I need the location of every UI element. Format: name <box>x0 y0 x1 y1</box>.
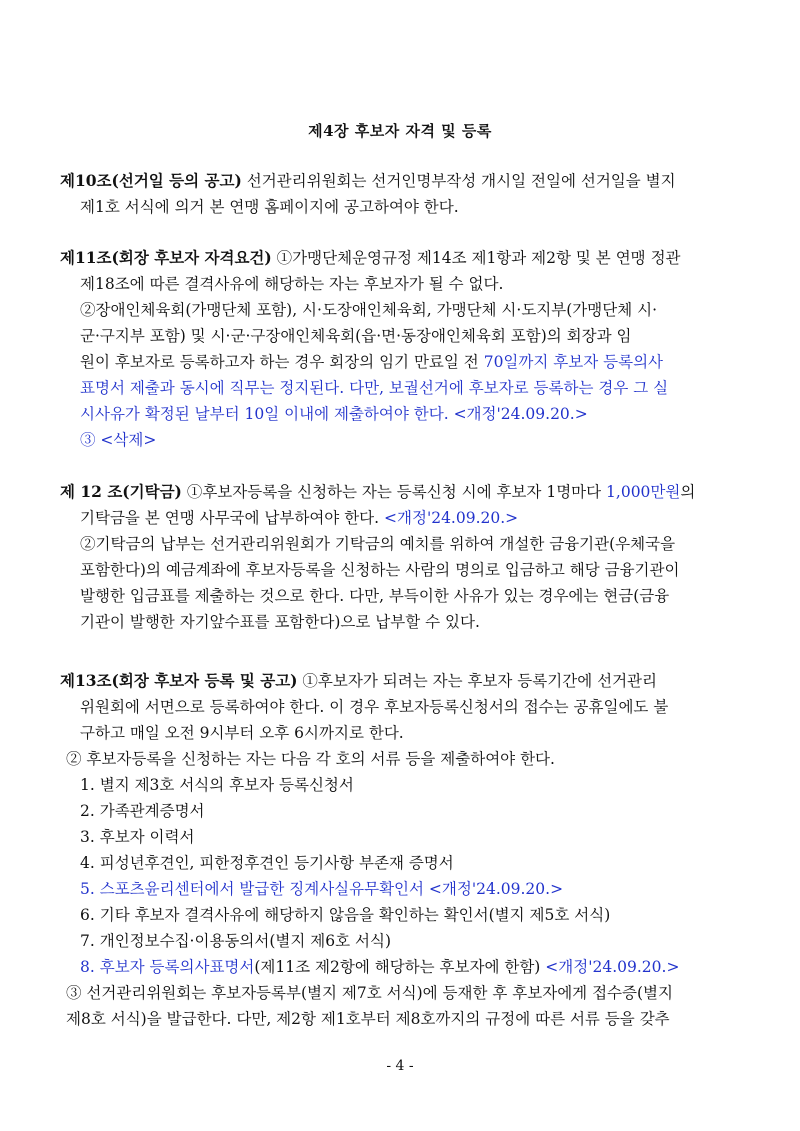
article-10-heading: 제10조(선거일 등의 공고) <box>60 171 242 190</box>
revision-note: <개정'24.09.20.> <box>384 509 519 527</box>
deposit-amount: 1,000만원 <box>606 483 681 501</box>
deleted-clause: ③ <삭제> <box>80 431 157 449</box>
revision-text: 70일까지 후보자 등록의사 <box>483 353 664 371</box>
list-item: 3. 후보자 이력서 <box>80 828 195 846</box>
article-13-heading: 제13조(회장 후보자 등록 및 공고) <box>60 671 298 690</box>
article-12-heading: 제 12 조(기탁금) <box>60 482 182 501</box>
article-11: 제11조(회장 후보자 자격요건) ①가맹단체운영규정 제14조 제1항과 제2항 및 본 연맹 정관 제18조에 따른 결격사유에 해당하는 자는 후보자가 될 수 없다. ②장애인체육회(가맹단체 포함), 시·도장애인체육회, 가맹단체 시·도지부(가맹단체 시· 군·구지부 포함) 및 시·군·구장애인체육회(읍·면·동장애인체육회 포함)의 회장과 임 원이 후보자로 등록하고자 하는 경우 회장의 임기 만료일 전 70일까지 후보자 등록의사 표명서 제출과 동시에 직무는 정지된다. 다만, 보궐선거에 후보자로 등록하는 경우 그 실 시사유가 확정된 날부터 10일 이내에 제출하여야 한다. <개정'24.09.20.> ③ <삭제> <box>60 245 748 453</box>
list-item: 7. 개인정보수집·이용동의서(별지 제6호 서식) <box>80 932 391 950</box>
chapter-title: 제4장 후보자 자격 및 등록 <box>308 122 492 140</box>
list-item: 4. 피성년후견인, 피한정후견인 등기사항 부존재 증명서 <box>80 854 454 872</box>
article-13: 제13조(회장 후보자 등록 및 공고) ①후보자가 되려는 자는 후보자 등록기간에 선거관리 위원회에 서면으로 등록하여야 한다. 이 경우 후보자등록신청서의 접수는 공휴일에도 불 구하고 매일 오전 9시부터 오후 6시까지로 한다. ② 후보자등록을 신청하는 자는 다음 각 호의 서류 등을 제출하여야 한다. 1. 별지 제3호 서식의 후보자 등록신청서 2. 가족관계증명서 3. 후보자 이력서 4. 피성년후견인, 피한정후견인 등기사항 부존재 증명서 5. 스포츠윤리센터에서 발급한 징계사실유무확인서 <개정'24.09.20.> 6. 기타 후보자 결격사유에 해당하지 않음을 확인하는 확인서(별지 제5호 서식) 7. 개인정보수집·이용동의서(별지 제6호 서식) 8. 후보자 등록의사표명서(제11조 제2항에 해당하는 후보자에 한함) <개정'24.09.20.> ③ 선거관리위원회는 후보자등록부(별지 제7호 서식)에 등재한 후 후보자에게 접수증(별지 제8호 서식)을 발급한다. 다만, 제2항 제1호부터 제8호까지의 규정에 따른 서류 등을 갖추 <box>60 668 748 1032</box>
article-12: 제 12 조(기탁금) ①후보자등록을 신청하는 자는 등록신청 시에 후보자 1명마다 1,000만원의 기탁금을 본 연맹 사무국에 납부하여야 한다. <개정'24.09.20.> ②기탁금의 납부는 선거관리위원회가 기탁금의 예치를 위하여 개설한 금융기관(우체국을 포함한다)의 예금계좌에 후보자등록을 신청하는 사람의 명의로 입금하고 해당 금융기관이 발행한 입금표를 제출하는 것으로 한다. 다만, 부득이한 사유가 있는 경우에는 현금(금융 기관이 발행한 자기앞수표를 포함한다)으로 납부할 수 있다. <box>60 482 696 631</box>
list-item: 6. 기타 후보자 결격사유에 해당하지 않음을 확인하는 확인서(별지 제5호 서식) <box>80 906 611 924</box>
list-item: 5. 스포츠윤리센터에서 발급한 징계사실유무확인서 <개정'24.09.20.> <box>80 880 564 898</box>
revision-note: <개정'24.09.20.> <box>545 958 680 976</box>
revision-text: 시사유가 확정된 날부터 10일 이내에 제출하여야 한다. <개정'24.09.20.> <box>80 405 588 423</box>
article-11-heading: 제11조(회장 후보자 자격요건) <box>60 248 272 267</box>
revision-text: 표명서 제출과 동시에 직무는 정지된다. 다만, 보궐선거에 후보자로 등록하는 경우 그 실 <box>80 379 669 397</box>
page-number: - 4 - <box>386 1058 414 1074</box>
list-item: 8. 후보자 등록의사표명서(제11조 제2항에 해당하는 후보자에 한함) <개정'24.09.20.> <box>80 958 680 976</box>
list-item: 2. 가족관계증명서 <box>80 802 205 820</box>
article-10: 제10조(선거일 등의 공고) 선거관리위원회는 선거인명부작성 개시일 전일에 선거일을 별지 제1호 서식에 의거 본 연맹 홈페이지에 공고하여야 한다. <box>60 171 676 216</box>
list-item: 1. 별지 제3호 서식의 후보자 등록신청서 <box>80 776 354 794</box>
